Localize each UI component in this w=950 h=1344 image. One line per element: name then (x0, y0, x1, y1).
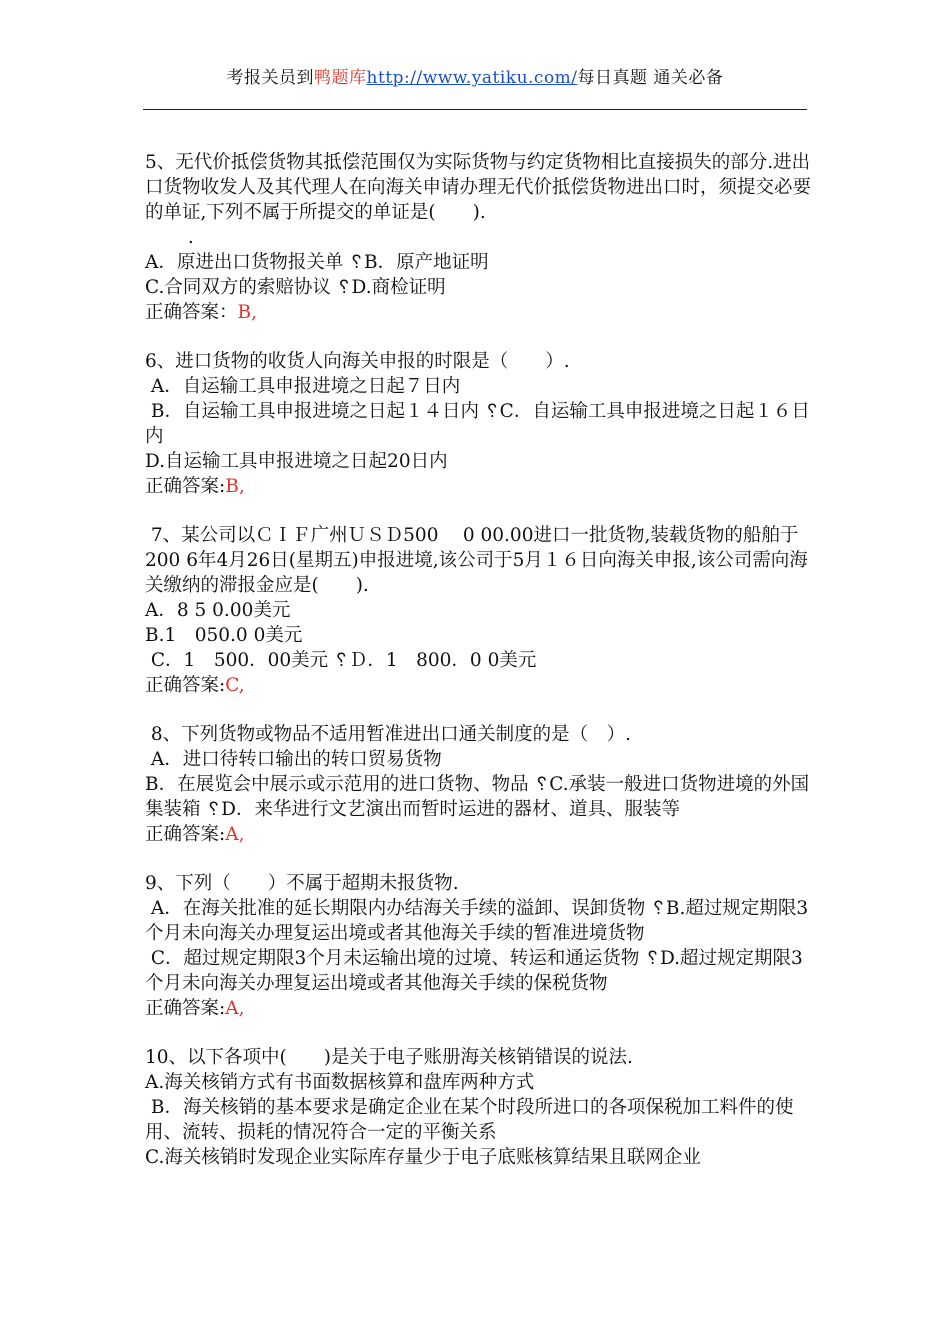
answer-value: B, (237, 302, 257, 323)
question-line: C.合同双方的索赔协议 ␦D.商检证明 (145, 277, 446, 298)
answer-label: 正确答案: (145, 998, 226, 1019)
answer-label: 正确答案: (145, 476, 226, 497)
answer-value: B, (225, 476, 245, 497)
answer-line (145, 996, 813, 1021)
answer-label: 正确答案: (145, 824, 226, 845)
question-block (145, 349, 813, 499)
answer-line (145, 822, 813, 847)
header-divider (143, 109, 807, 110)
answer-label: 正确答案： (145, 302, 238, 323)
question-line: A．原进出口货物报关单 ␦B．原产地证明 (145, 252, 489, 273)
question-block (145, 722, 813, 847)
page-header (0, 66, 950, 90)
answer-label: 正确答案: (145, 675, 226, 696)
answer-line (145, 673, 813, 698)
question-line: A．8 5 0.00美元 (145, 600, 291, 621)
question-line: B.1 050.0 0美元 (145, 625, 303, 646)
question-line: A．在海关批准的延长期限内办结海关手续的溢卸、误卸货物 ␦B.超过规定期限3个月未向海关办理复运出境或者其他海关手续的暂准进境货物 (145, 898, 809, 944)
header-suffix: 每日真题 通关必备 (577, 68, 724, 88)
question-line: A．进口待转口输出的转口贸易货物 (145, 749, 442, 770)
header-url-link[interactable]: http://www.yatiku.com/ (366, 68, 578, 88)
question-block (145, 1045, 813, 1170)
question-line: 6、进口货物的收货人向海关申报的时限是（ ）. (145, 351, 570, 372)
question-block (145, 871, 813, 1021)
question-line: . (145, 227, 194, 248)
question-line: A．自运输工具申报进境之日起７日内 (145, 376, 461, 397)
question-line: B．海关核销的基本要求是确定企业在某个时段所进口的各项保税加工料件的使用、流转、损耗的情况符合一定的平衡关系 (145, 1097, 794, 1143)
question-line: C．1 500．00美元 ␦Ｄ．1 800．0 0美元 (145, 650, 537, 671)
question-line: A.海关核销方式有书面数据核算和盘库两种方式 (145, 1072, 535, 1093)
question-line: B．自运输工具申报进境之日起１４日内 ␦C．自运输工具申报进境之日起１６日内 (145, 401, 810, 447)
question-line: B．在展览会中展示或示范用的进口货物、物品 ␦C.承装一般进口货物进境的外国集装箱 ␦D．来华进行文艺演出而暂时运进的器材、道具、服装等 (145, 774, 810, 820)
question-line: 7、某公司以ＣＩＦ广州ＵＳＤ500 0 00.00进口一批货物,装载货物的船舶于200 6年4月26日(星期五)申报进境,该公司于5月１６日向海关申报,该公司需向海关缴纳的滞报金应是( ). (145, 525, 808, 596)
answer-value: A, (225, 998, 245, 1019)
question-line: 8、下列货物或物品不适用暂准进出口通关制度的是（ ）. (145, 724, 632, 745)
question-block (145, 150, 813, 325)
question-block (145, 523, 813, 698)
question-list (145, 150, 813, 1194)
header-brand: 鸭题库 (314, 68, 367, 88)
answer-value: C, (225, 675, 245, 696)
question-line: C．超过规定期限3个月未运输出境的过境、转运和通运货物 ␦D.超过规定期限3个月未向海关办理复运出境或者其他海关手续的保税货物 (145, 948, 803, 994)
answer-line (145, 474, 813, 499)
answer-line (145, 300, 813, 325)
answer-value: A, (225, 824, 245, 845)
question-line: D.自运输工具申报进境之日起20日内 (145, 451, 448, 472)
question-line: C.海关核销时发现企业实际库存量少于电子底账核算结果且联网企业 (145, 1147, 701, 1168)
question-line: 9、下列（ ）不属于超期未报货物. (145, 873, 459, 894)
header-prefix: 考报关员到 (226, 68, 315, 88)
question-line: 10、以下各项中( )是关于电子账册海关核销错误的说法. (145, 1047, 633, 1068)
question-line: 5、无代价抵偿货物其抵偿范围仅为实际货物与约定货物相比直接损失的部分.进出口货物收发人及其代理人在向海关申请办理无代价抵偿货物进出口时，须提交必要的单证,下列不属于所提交的单证是( ). (145, 152, 812, 223)
